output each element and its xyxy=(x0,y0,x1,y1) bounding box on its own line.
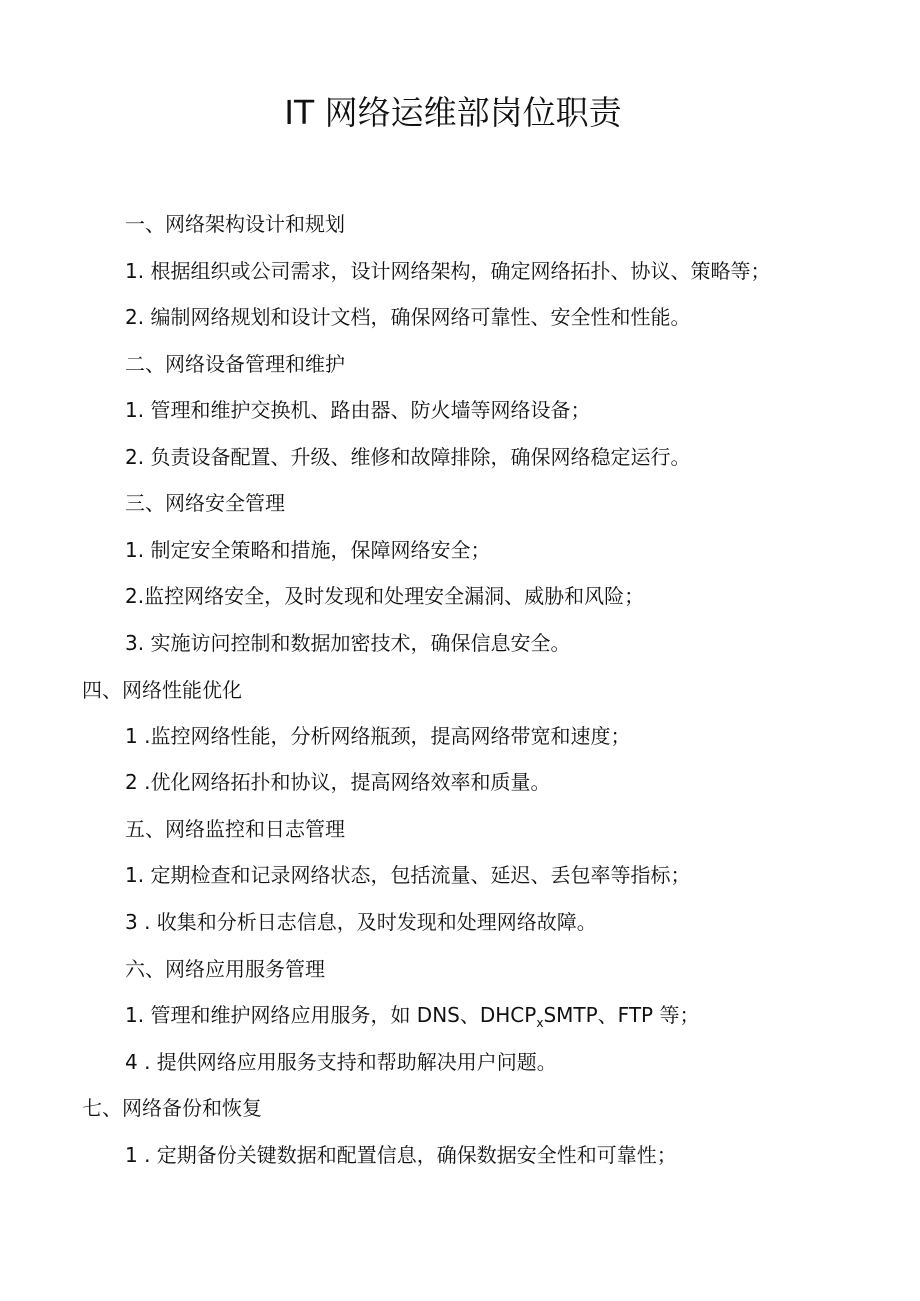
list-item: 2 .优化网络拓扑和协议，提高网络效率和质量。 xyxy=(125,770,551,794)
list-item: 2. 负责设备配置、升级、维修和故障排除，确保网络稳定运行。 xyxy=(125,445,691,469)
section-heading: 二、网络设备管理和维护 xyxy=(125,352,345,376)
list-item-text: SMTP、FTP 等； xyxy=(543,1003,700,1027)
list-item: 4 . 提供网络应用服务支持和帮助解决用户问题。 xyxy=(125,1050,557,1074)
list-item-text: 1. 管理和维护网络应用服务，如 DNS、DHCP xyxy=(125,1003,537,1027)
list-item: 1. 管理和维护交换机、路由器、防火墙等网络设备； xyxy=(125,398,591,422)
section-heading: 一、网络架构设计和规划 xyxy=(125,212,345,236)
section-heading: 四、网络性能优化 xyxy=(82,678,242,702)
section-heading: 七、网络备份和恢复 xyxy=(82,1096,262,1120)
list-item: 1 . 定期备份关键数据和配置信息，确保数据安全性和可靠性； xyxy=(125,1143,677,1167)
list-item xyxy=(125,1000,699,1038)
section-heading: 五、网络监控和日志管理 xyxy=(125,817,345,841)
list-item: 1. 定期检查和记录网络状态，包括流量、延迟、丢包率等指标； xyxy=(125,863,691,887)
section-heading: 六、网络应用服务管理 xyxy=(125,957,325,981)
list-item: 3 . 收集和分析日志信息，及时发现和处理网络故障。 xyxy=(125,910,597,934)
subscript-mark: x xyxy=(536,1016,544,1030)
list-item: 2.监控网络安全，及时发现和处理安全漏洞、威胁和风险； xyxy=(125,584,645,608)
section-heading: 三、网络安全管理 xyxy=(125,491,285,515)
list-item: 1. 根据组织或公司需求，设计网络架构，确定网络拓扑、协议、策略等； xyxy=(125,259,771,283)
list-item: 1 .监控网络性能，分析网络瓶颈，提高网络带宽和速度； xyxy=(125,724,631,748)
list-item: 1. 制定安全策略和措施，保障网络安全； xyxy=(125,538,491,562)
list-item: 2. 编制网络规划和设计文档，确保网络可靠性、安全性和性能。 xyxy=(125,305,691,329)
list-item: 3. 实施访问控制和数据加密技术，确保信息安全。 xyxy=(125,631,571,655)
document-title: IT 网络运维部岗位职责 xyxy=(284,93,622,132)
